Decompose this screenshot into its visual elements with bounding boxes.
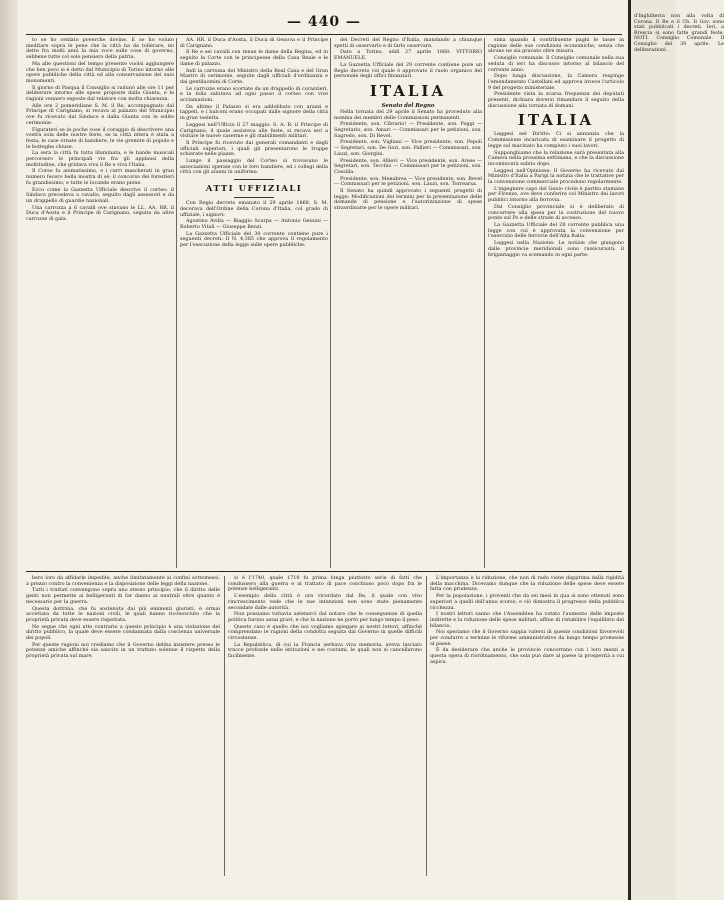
page-number: — 440 — [287, 14, 361, 30]
col2-paragraph: Agostino Avilla — Biaggio Scarpa — Antonio Gessini — Roberto Vitali — Giuseppe Benzi. [180, 218, 328, 230]
col4-paragraph: Leggesi nella Nazione: Le notizie che giungono dalle provincie meridionali sono rassicuranti; il brigantaggio va scemando in ogni parte. [488, 240, 624, 258]
horizontal-divider [26, 571, 622, 572]
col3-paragraph: Presidente, son. Vigliani — Vice presidente, son. Pepoli — Segretari, son. De Gori, son. Pallieri — Commissari, son. Lauzi, son. Giorgini. [334, 139, 482, 157]
binding-gutter [0, 0, 18, 900]
col4-paragraph: Presidente vista la scarsa frequenza dei deputati presenti, dichiara doversi rimandare il seguito della discussione alla tornata di domani. [488, 91, 624, 109]
column-4 [488, 38, 624, 568]
bottom-paragraph: La Repubblica, di cui la Francia serbava viva memoria, aveva lasciato tracce profonde nelle istituzioni e nei costumi, le quali non si cancellarono facilmente. [228, 641, 422, 660]
col3-paragraph: Il Senato ha quindi approvato i seguenti progetti di legge: Modificazioni dei termini per la presentazione delle domande di pensione e l'autorizzazione di spese straordinarie per le opere militari. [334, 188, 482, 212]
bottom-paragraph: bero loro da affidarle impedite, anche limitatamente ai confini sottomessi, a prezzo contro la convenienza e la disposizione delle leggi della nazione. [26, 575, 220, 587]
col2-paragraph: Indi la carrozza del Ministro della Real Casa e del Gran Mastro di cerimonie, seguite dagli ufficiali d'ordinanza e dai gentiluomini di Corte. [180, 67, 328, 85]
col4-paragraph: Dal Consiglio provinciale si è deliberato di concorrere alla spesa per la costruzione del nuovo ponte sul Po e delle strade di accesso. [488, 203, 624, 222]
column-rule [176, 38, 177, 568]
section-heading-italia: ITALIA [369, 81, 447, 100]
col2-paragraph: Da ultimo il Palazzo si era addobbato con arazzi e tappeti, e i balconi erano occupati dalle signore della città in gran toeletta. [180, 103, 328, 122]
col1-paragraph: Ecco come la Gazzetta Ufficiale descrive il corteo: il Sindaco precedeva a cavallo, seguito dagli assessori e da un drappello di guardie nazionali. [26, 186, 174, 204]
section-divider [234, 179, 274, 180]
col2-paragraph: AA. RR. il Duca d'Aosta, il Duca di Genova e il Principe di Carignano. [180, 37, 328, 49]
col4-paragraph: Leggesi nell'Opinione: Il Governo ha ricevuto dal Ministro d'Italia a Parigi la notizia che le trattative per la convenzione commerciale procedono regolarmente. [488, 167, 624, 186]
col1-paragraph: to se ho cenlato poverche dovine. E se ho voluto meditare sopra le pene che la città ha da tollerare, mi dette fra molti anni la mia voce sulle cose di governo, sebbene tutte col solo pensiero della patria. [26, 37, 174, 61]
col2-paragraph: Le carrozze erano scortate da un drappello di corazzieri, e la folla salutava ad ogni passo il corteo con vive acclamazioni. [180, 85, 328, 104]
bottom-column-2 [228, 576, 422, 876]
column-rule [426, 576, 427, 876]
col4-paragraph: La Gazzetta Ufficiale del 28 corrente pubblica una legge con cui è approvata la convenzione per l'esercizio delle ferrovie dell'Alta Italia. [488, 221, 624, 240]
bottom-paragraph: Ne segue che ogni atto contrario a questo principio è una violazione del diritto pubblico, la quale deve essere condannata dalla coscienza universale dei popoli. [26, 623, 220, 642]
col4-paragraph: Dopo lunga discussione, la Camera respinge l'emendamento Castellani ed approva invece l'articolo 9 del progetto ministeriale. [488, 73, 624, 91]
bottom-paragraph: È da desiderare che anche le provincie concorrano con i loro mezzi a questa opera di riordinamento, che sola può dare al paese la prosperità a cui aspira. [430, 647, 624, 665]
col2-paragraph: Il Re e sei cavalli con tenue le dame della Regina, ed in seguito la Corte con le principesse della Casa Reale e le dame di palazzo. [180, 49, 328, 67]
column-rule [330, 38, 331, 568]
bottom-paragraph: Noi speriamo che il Governo sappia valersi di queste condizioni favorevoli per condurre a termine le riforme amministrative da lungo tempo promesse al paese. [430, 629, 624, 647]
col1-paragraph: Alle ore 2 pomeridiane S. M. il Re, accompagnato dal Principe di Carignano, si recava al palazzo del Municipio ove fu ricevuto dal Sindaco e dalla Giunta con le solite cerimonie. [26, 102, 174, 126]
col2-paragraph: Leggesi nell'Ufficio il 27 maggio: S. A. R. il Principe di Carignano, il quale assisteva alle feste, si recava ieri a visitare le nuove caserme e gli stabilimenti militari. [180, 121, 328, 140]
col3-paragraph: Nella tornata del 29 aprile il Senato ha proceduto alla nomina dei membri delle Commissioni permanenti. [334, 108, 482, 121]
bottom-paragraph: Questa dottrina, che fu sostenuta dai più eminenti giuristi, è ormai accettata da tutte le nazioni civili, le quali hanno riconosciuto che la proprietà privata deve essere rispettata. [26, 605, 220, 623]
col2-paragraph: Il Principe fu ricevuto dai generali comandanti e dagli ufficiali superiori, i quali gli presentarono le truppe schierate nelle piazze. [180, 139, 328, 158]
col2-paragraph: Lungo il passaggio del Corteo si trovavano le associazioni operaie con le loro bandiere, ed i collegi della città con gli alunni in uniforme. [180, 158, 328, 176]
bottom-paragraph: L'importanza è la riduzione, che non di rado viene dapprima dalla rigidità della macchina. Dicevamo dunque che la riduzione delle spese deve essere fatta con prudenza. [430, 575, 624, 593]
column-2 [180, 38, 328, 568]
col1-paragraph: Il giorno di Pasqua il Consiglio si radunò alle ore 11 per deliberare intorno alle spese proposte dalla Giunta, e le ragioni vennero esposte dal relatore con molta chiarezza. [26, 84, 174, 103]
header-rule [26, 34, 622, 35]
section-subheading-senato: Senato del Regno [381, 102, 435, 109]
col3-paragraph: Presidente, son. Menabrea — Vice presidente, son. Revel — Commissari per le petizioni, son. Lauzi, son. Torrearsa. [334, 175, 482, 188]
column-rule [484, 38, 485, 568]
col4-paragraph: sima quando il contribuente paghi le tasse in ragione delle sue condizioni economiche, senza che alcuno ne sia gravato oltre misura. [488, 37, 624, 55]
bottom-column-3 [430, 576, 624, 876]
col1-paragraph: Ma alle questioni del tempo presente vuolsi aggiungere che ben poco si è detto dal Municipio di Torino intorno alle opere pubbliche della città ed alla conservazione dei suoi monumenti. [26, 60, 174, 84]
col3-paragraph: La Gazzetta Ufficiale del 29 corrente contiene pure un Regio decreto col quale è approvato il ruolo organico del personale degli uffici finanziari. [334, 61, 482, 80]
page-header [26, 14, 622, 32]
column-1 [26, 38, 174, 568]
col4-paragraph: L'ingegnere capo del Genio civile è partito stamane per Firenze, ove deve conferire col Ministro dei lavori pubblici intorno alla ferrovia. [488, 185, 624, 204]
col4-paragraph: Leggesi nel Diritto: Ci si annunzia che la Commissione incaricata di esaminare il progetto di legge sul macinato ha compiuto i suoi lavori. [488, 131, 624, 149]
col1-paragraph: Una carrozza a 6 cavalli ove stavano le LL. AA. RR. il Duca d'Aosta e il Principe di Carignano, seguita da altre carrozze di gala. [26, 204, 174, 223]
bottom-paragraph: L'esempio della città è ora ricordato dal Re, il quale con vivo rincrescimento vede che le sue intenzioni non sono state pienamente secondate dalle autorità. [228, 593, 422, 611]
col3-paragraph: Dato a Torino, addì 27 aprile 1868. VITTORIO EMANUELE. [334, 49, 482, 62]
col1-paragraph: La sera la città fu tutta illuminata, e le bande musicali percorsero le principali vie fra gli applausi della moltitudine, che gridava viva il Re e viva l'Italia. [26, 150, 174, 168]
bottom-paragraph: Non possiamo tuttavia astenerci dal notare che le conseguenze di quella politica furono assai gravi, e che la nazione ne portò per lungo tempo il peso. [228, 611, 422, 623]
col1-paragraph: Figuratevi se in poche cose il coraggio di descrivere una vostra sola delle nostre feste, se la città intera è stata a festa; le case ornate di bandiere, le vie gremite di popolo e le botteghe chiuse. [26, 126, 174, 150]
col3-paragraph: Presidente, son. Allievi — Vice presidente, son. Arese — Segretari, son. Tecchio — Commissari per le petizioni, son. Cossilla. [334, 157, 482, 175]
adjacent-page-text: d'Inghilterra non alla volta di Corona. Il Re e il Ch. Il Gov. sono stati pubblicati i decreti. Ieri, a Brescia si sono fatte grandi feste. NOTI. Consiglio Comunale. Il Consiglio del 30 aprile. Le deliberazioni. [634, 14, 724, 53]
bottom-paragraph: I nostri lettori sanno che l'Assemblea ha votato l'aumento delle imposte indirette e la riduzione delle spese militari, affine di ristabilire l'equilibrio del bilancio. [430, 611, 624, 629]
bottom-paragraph: Per la popolazione, i proventi che da sei mesi in qua si sono ottenuti sono superiori a quelli dell'anno scorso, e ciò dimostra il progresso della pubblica ricchezza. [430, 593, 624, 611]
col4-paragraph: Consiglio comunale. Il Consiglio comunale nella sua seduta di ieri ha discusso intorno al bilancio del corrente anno. [488, 55, 624, 73]
col3-paragraph: dei Decreti del Regno d'Italia, mandando a chiunque spetti di osservarlo e di farlo osservare. [334, 37, 482, 49]
section-heading-italia-2: ITALIA [517, 111, 595, 130]
column-rule [224, 576, 225, 876]
bottom-column-1 [26, 576, 220, 876]
section-divider [234, 197, 274, 198]
col4-paragraph: Supponghiamo che la relazione sarà presentata alla Camera nella prossima settimana, e che la discussione incomincerà subito dopo. [488, 149, 624, 167]
col2-paragraph: Con Regio decreto emanato il 29 aprile 1868, S. M. decorava dell'Ordine della Corona d'Italia, col grado di uffiziale, i signori: [180, 200, 328, 218]
col3-paragraph: Presidente, son. Cibrario! — Presidente, son. Poggi — Segretario, son. Amari — Commissari per le petizioni, son. Sagredo, son. Di Revel. [334, 121, 482, 139]
adjacent-page-strip [628, 0, 724, 900]
col1-paragraph: Il Corso fu animatissimo, e i carri mascherati in gran numero fecero bella mostra di sé; il concorso dei forestieri fu grandissimo, e tutte le locande erano piene. [26, 168, 174, 186]
section-heading-atti-uffiziali: ATTI UFFIZIALI [205, 184, 303, 195]
bottom-paragraph: Questo caso è quello che noi vogliamo spiegare ai nostri lettori, affinché comprendano le ragioni della condotta seguita dal Governo in quelle difficili circostanze. [228, 623, 422, 642]
bottom-paragraph: Tutti i trattati convengono sopra uno stesso principio, che il diritto delle genti non permette ai belligeranti di far danno ai neutrali oltre quanto è necessario per la guerra. [26, 587, 220, 605]
column-3 [334, 38, 482, 568]
col2-paragraph: La Gazzetta Ufficiale del 30 corrente contiene pure i seguenti decreti: Il N. 4,385 che approva il regolamento per l'esecuzione della legge sulle opere pubbliche. [180, 230, 328, 249]
bottom-paragraph: Per queste ragioni noi crediamo che il Governo debba insistere presso le potenze amiche affinché sia sancito in un trattato solenne il rispetto della proprietà privata sul mare. [26, 641, 220, 660]
bottom-paragraph: si è l'1740, quale 1719 fu prima lunga piuttosto serie di fatti che condussero alla guerra e al trattato di pace conchiuso poco dopo fra le potenze belligeranti. [228, 575, 422, 593]
